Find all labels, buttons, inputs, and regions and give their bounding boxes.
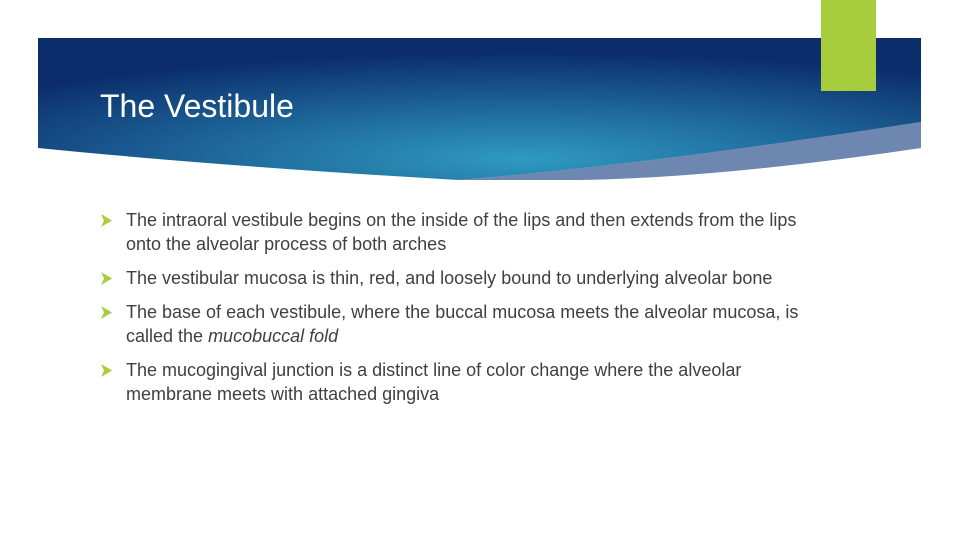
diamond-arrow-icon (100, 272, 113, 285)
bullet-text-italic: mucobuccal fold (208, 326, 339, 346)
bullet-list (100, 208, 800, 416)
diamond-arrow-icon (100, 364, 113, 377)
bullet-text: The intraoral vestibule begins on the inside of the lips and then extends from the lips onto the alveolar process of both arches (126, 210, 797, 254)
bullet-item (100, 208, 800, 256)
bullet-text: The mucogingival junction is a distinct line of color change where the alveolar membrane meets with attached gingiva (126, 360, 742, 404)
bullet-text: The vestibular mucosa is thin, red, and loosely bound to underlying alveolar bone (126, 268, 773, 288)
bullet-item (100, 266, 800, 290)
diamond-arrow-icon (100, 214, 113, 227)
accent-bar (821, 0, 876, 91)
bullet-text: The base of each vestibule, where the buccal mucosa meets the alveolar mucosa, is called the (126, 302, 799, 346)
diamond-arrow-icon (100, 306, 113, 319)
bullet-item (100, 300, 800, 348)
bullet-item (100, 358, 800, 406)
slide-title: The Vestibule (100, 88, 294, 124)
